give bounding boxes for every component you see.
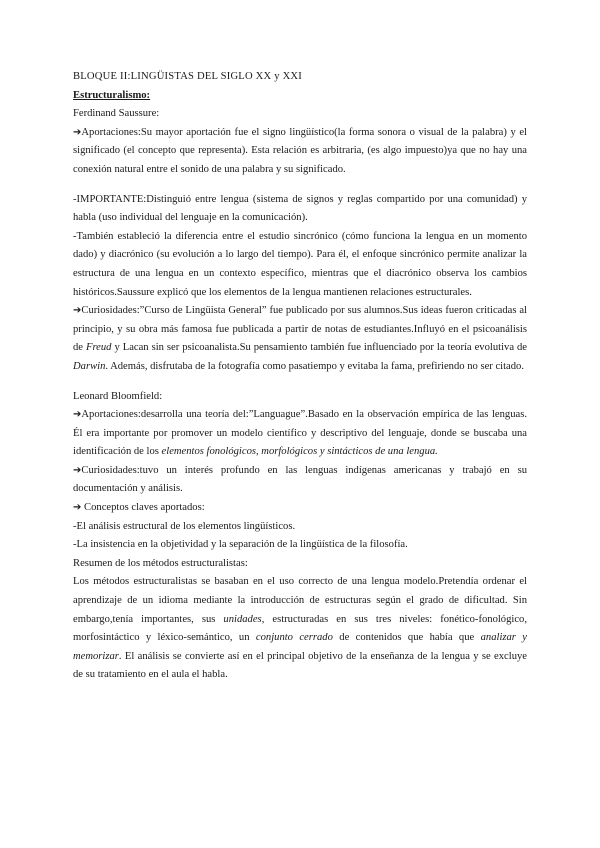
saussure-importante: -IMPORTANTE:Distinguió entre lengua (sistema de signos y reglas compartido por una comunidad) y habla (uso individual del lenguaje en la comunicación). bbox=[73, 193, 527, 224]
resumen-heading: Resumen de los métodos estructuralistas: bbox=[73, 557, 248, 569]
aportaciones-text: Aportaciones:desarrolla una teoría del:”Languague”.Basado en la observación empírica de las lenguas. Él era importante por promover un modelo científico y descriptivo del lenguaje, donde se buscaba una identificación de los bbox=[73, 409, 527, 458]
resumen-text-part: . El análisis se convierte así en el principal objetivo de la enseñanza de la lengua y se excluye de su tratamiento en el aula el habla. bbox=[73, 650, 527, 681]
arrow-icon: ➔ bbox=[73, 126, 82, 138]
bloomfield-curiosidades bbox=[73, 462, 527, 499]
darwin-name: Darwin bbox=[73, 360, 106, 372]
analizar-italic: analizar y memorizar bbox=[73, 632, 528, 662]
bloomfield-name: Leonard Bloomfield: bbox=[73, 390, 163, 402]
elementos-italic: elementos fonológicos, morfológicos y sintácticos de una lengua. bbox=[161, 446, 438, 458]
aportaciones-text: Su mayor aportación fue el signo lingüístico(la forma sonora o visual de la palabra) y el significado (el concepto que representa). Esta relación es arbitraria, (es algo impuesto)ya que no hay una conexión natural entre el sonido de una palabra y su significado. bbox=[73, 126, 527, 175]
arrow-icon: ➔ bbox=[73, 305, 82, 317]
saussure-aportaciones bbox=[73, 124, 527, 180]
arrow-icon: ➔ bbox=[73, 502, 82, 514]
curiosidades-text: . Además, disfrutaba de la fotografía como pasatiempo y evitaba la fama, prefiriendo no ser citado. bbox=[105, 360, 524, 372]
conceptos-label: Conceptos claves aportados: bbox=[81, 502, 205, 514]
resumen-text-part: de contenidos que había que bbox=[332, 632, 481, 644]
document-page bbox=[73, 68, 527, 685]
conjunto-italic: conjunto cerrado bbox=[255, 632, 333, 644]
curiosidades-text: Curiosidades:”Curso de Lingüista General” fue publicado por sus alumnos.Sus ideas fueron criticadas al principio, y su obra más famosa fue publicada a partir de notas de estudiantes.Influyó en el psicoanálisis de bbox=[73, 305, 527, 354]
freud-name: Freud bbox=[85, 342, 112, 354]
bloomfield-conceptos bbox=[73, 499, 527, 518]
concept-item: -El análisis estructural de los elementos lingüísticos. bbox=[73, 520, 296, 532]
bloomfield-aportaciones bbox=[73, 406, 527, 462]
resumen-text-part: , estructuradas en sus tres niveles: fonético-fonológico, morfosintáctico y léxico-semántico, un bbox=[73, 613, 527, 644]
saussure-name: Ferdinand Saussure: bbox=[73, 108, 160, 120]
concept-item: -La insistencia en la objetividad y la separación de la lingüística de la filosofía. bbox=[73, 539, 408, 551]
aportaciones-label: Aportaciones: bbox=[81, 126, 141, 138]
resumen-text-part: Los métodos estructuralistas se basaban en el uso correcto de una lengua modelo.Pretendía ordenar el aprendizaje de un idioma mediante la introducción de estructuras según el grado de dificultad. Sin embargo,tenía importantes, sus bbox=[73, 576, 527, 625]
saussure-sincronico: -También estableció la diferencia entre el estudio sincrónico (cómo funciona la lengua en un momento dado) y diacrónico (su evolución a lo largo del tiempo). Para él, el enfoque sincrónico permite analizar la estructura de una lengua en un contexto específico, mientras que el diacrónico observa los cambios históricos.Saussure explicó que los elementos de la lengua mantienen relaciones estructurales. bbox=[73, 230, 527, 298]
arrow-icon: ➔ bbox=[73, 409, 82, 421]
curiosidades-text: Curiosidades:tuvo un interés profundo en las lenguas indígenas americanas y trabajó en su documentación y análisis. bbox=[73, 464, 527, 495]
curiosidades-text: y Lacan sin ser psicoanalista.Su pensamiento también fue influenciado por la teoría evolutiva de bbox=[111, 342, 527, 354]
arrow-icon: ➔ bbox=[73, 464, 82, 476]
section-heading: Estructuralismo: bbox=[73, 89, 151, 101]
page-title: BLOQUE II:LINGÜISTAS DEL SIGLO XX y XXI bbox=[73, 71, 303, 82]
unidades-italic: unidades bbox=[223, 613, 262, 625]
saussure-curiosidades bbox=[73, 302, 527, 376]
resumen-text bbox=[73, 573, 527, 685]
